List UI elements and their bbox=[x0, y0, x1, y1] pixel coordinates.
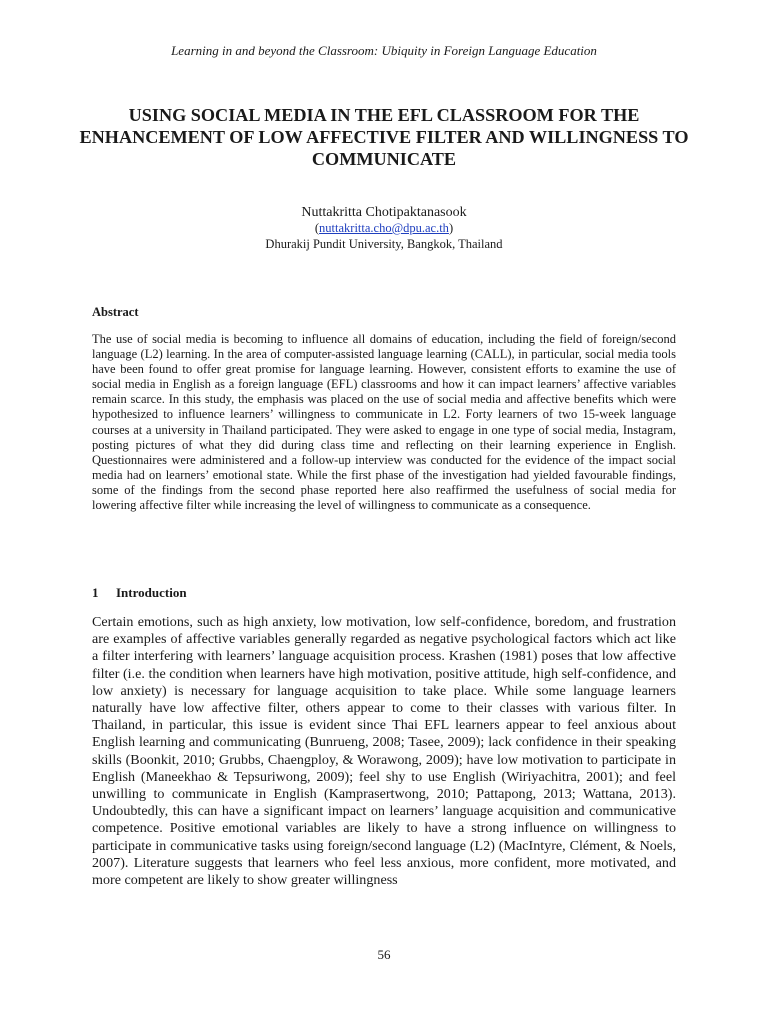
page-number: 56 bbox=[377, 947, 391, 962]
introduction-heading bbox=[92, 585, 187, 601]
author-email-link[interactable]: nuttakritta.cho@dpu.ac.th bbox=[319, 221, 449, 235]
section-number: 1 bbox=[92, 585, 99, 600]
paper-title: USING SOCIAL MEDIA IN THE EFL CLASSROOM FOR THE ENHANCEMENT OF LOW AFFECTIVE FILTER AND WILLINGNESS TO COMMUNICATE bbox=[79, 105, 689, 169]
abstract-heading: Abstract bbox=[92, 305, 139, 319]
introduction-text: Certain emotions, such as high anxiety, low motivation, low self-confidence, boredom, and frustration are examples of affective variables generally regarded as negative psychological factors which act like a filter interfering with learners’ language acquisition process. Krashen (1981) poses that low affective filter (i.e. the condition when learners have high motivation, positive attitude, high self-confidence, and low anxiety) is necessary for language acquisition to take place. While some language learners naturally have low affective filter, others appear to come to their classes with various filter. In Thailand, in particular, this issue is evident since Thai EFL learners appear to feel anxious about English learning and communicating (Bunrueng, 2008; Tasee, 2009); lack confidence in their speaking skills (Boonkit, 2010; Grubbs, Chaengploy, & Worawong, 2009); have low motivation to participate in English (Maneekhao & Tepsuriwong, 2009); feel shy to use English (Wiriyachitra, 2001); and feel unwilling to communicate in English (Kamprasertwong, 2010; Pattapong, 2013; Wattana, 2013). Undoubtedly, this can have a significant impact on learners’ language acquisition and communicative competence. Positive emotional variables are likely to have a strong influence on willingness to participate in communicative tasks using foreign/second language (L2) (MacIntyre, Clément, & Noels, 2007). Literature suggests that learners who feel less anxious, more confident, more motivated, and more competent are likely to show greater willingness bbox=[92, 614, 676, 889]
author-email-line bbox=[0, 221, 768, 236]
section-title: Introduction bbox=[116, 585, 187, 600]
running-header: Learning in and beyond the Classroom: Ubiquity in Foreign Language Education bbox=[171, 43, 597, 58]
email-open-paren: ( bbox=[314, 221, 320, 235]
abstract-text: The use of social media is becoming to influence all domains of education, including the field of foreign/second language (L2) learning. In the area of computer-assisted language learning (CALL), in particular, social media tools have been found to offer great promise for language learning. However, consistent efforts to examine the use of social media in English as a foreign language (EFL) classrooms and how it can impact learners’ affective variables remain scarce. In this study, the emphasis was placed on the use of social media and affective benefits which were hypothesized to influence learners’ willingness to communicate in L2. Forty learners of two 15-week language courses at a university in Thailand participated. They were asked to engage in one type of social media, Instagram, posting pictures of what they did during class time and reflecting on their learning experience in English. Questionnaires were administered and a follow-up interview was conducted for the evidence of the impact social media had on learners’ emotional state. While the first phase of the investigation had yielded favourable findings, some of the findings from the second phase reported here also reaffirmed the usefulness of social media for lowering affective filter while increasing the level of willingness to communicate as a consequence. bbox=[92, 332, 676, 513]
email-close-paren: ) bbox=[448, 221, 454, 235]
author-name: Nuttakritta Chotipaktanasook bbox=[301, 205, 467, 220]
author-affiliation: Dhurakij Pundit University, Bangkok, Thailand bbox=[265, 237, 503, 251]
